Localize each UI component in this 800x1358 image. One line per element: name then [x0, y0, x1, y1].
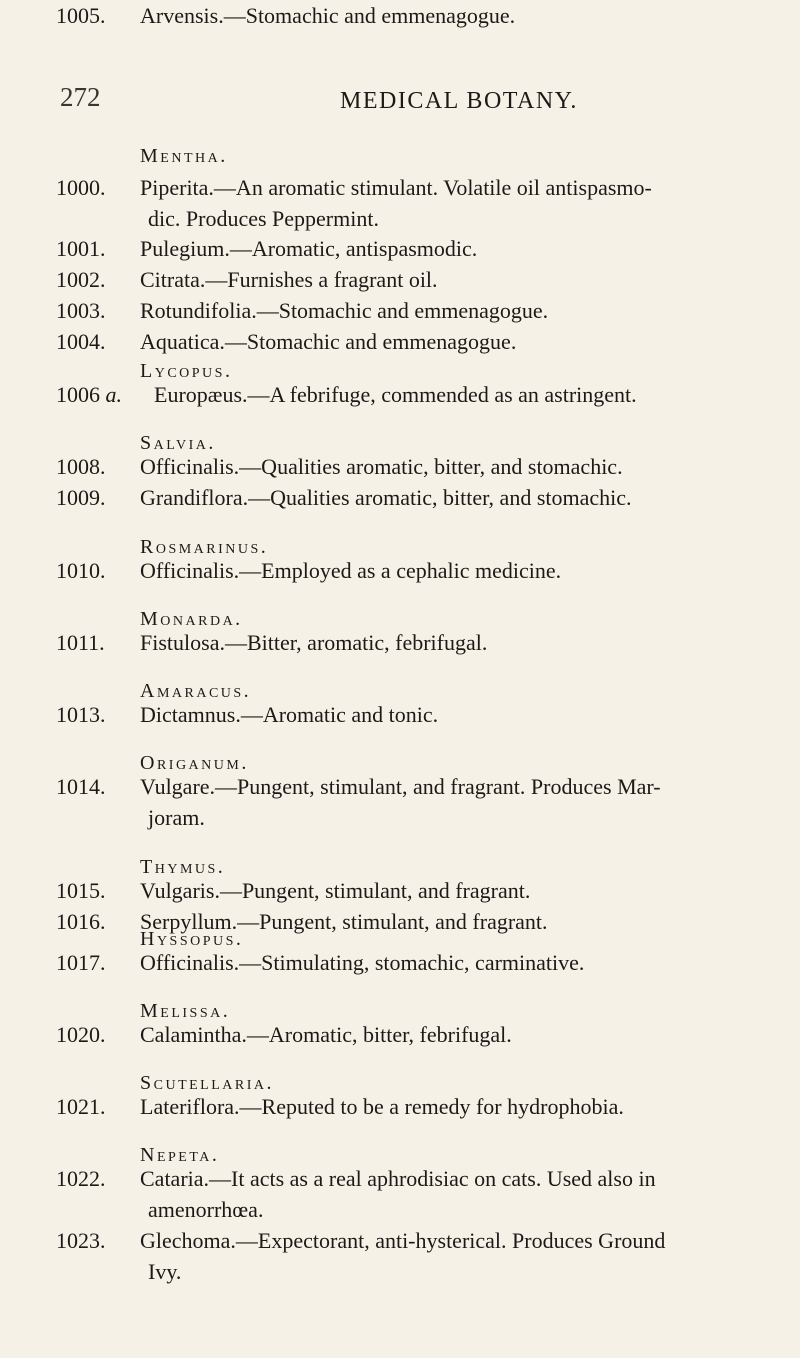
entry-text: Aquatica.—Stomachic and emmenagogue.	[140, 329, 517, 354]
entry-number-value: 1010.	[56, 558, 106, 583]
entry-number-value: 1000.	[56, 175, 106, 200]
genus-heading: Lycopus.	[140, 360, 233, 382]
entry-text: Vulgaris.—Pungent, stimulant, and fragrant.	[140, 878, 531, 903]
entry-number-value: 1013.	[56, 702, 106, 727]
entry-text: Vulgare.—Pungent, stimulant, and fragrant. Produces Mar-	[140, 774, 661, 799]
entry-number	[56, 1091, 106, 1122]
genus-heading: Melissa.	[140, 1000, 231, 1022]
entry-text: Fistulosa.—Bitter, aromatic, febrifugal.	[140, 630, 488, 655]
genus-heading: Scutellaria.	[140, 1072, 274, 1094]
entry-number	[56, 627, 105, 658]
entry-number	[56, 1225, 106, 1256]
entry-number-value: 1020.	[56, 1022, 106, 1047]
entry-number-value: 1016.	[56, 909, 106, 934]
entry-number	[56, 1019, 106, 1050]
genus-heading: Salvia.	[140, 432, 216, 454]
entry-number	[56, 482, 106, 513]
page-number: 272	[60, 82, 101, 112]
entry-number	[56, 295, 106, 326]
entry-number	[56, 172, 106, 203]
entry-number	[56, 326, 106, 357]
entry-number-value: 1023.	[56, 1228, 106, 1253]
entry-number	[56, 699, 106, 730]
entry-text: Piperita.—An aromatic stimulant. Volatile oil antispasmo-	[140, 175, 652, 200]
entry-text-continuation: dic. Produces Peppermint.	[148, 206, 379, 231]
entry-text: Officinalis.—Qualities aromatic, bitter, and stomachic.	[140, 454, 623, 479]
entry-number-value: 1005.	[56, 3, 106, 28]
running-head: MEDICAL BOTANY.	[340, 88, 578, 114]
entry-number	[56, 771, 106, 802]
genus-heading: Nepeta.	[140, 1144, 220, 1166]
entry-number-value: 1014.	[56, 774, 106, 799]
entry-text: Grandiflora.—Qualities aromatic, bitter, and stomachic.	[140, 485, 632, 510]
entry-text: Dictamnus.—Aromatic and tonic.	[140, 702, 439, 727]
entry-number-value: 1006	[56, 382, 100, 407]
entry-number	[56, 555, 106, 586]
entry-number	[56, 947, 106, 978]
genus-heading: Amaracus.	[140, 680, 252, 702]
entry-number-value: 1011.	[56, 630, 105, 655]
entry-text: Officinalis.—Stimulating, stomachic, carminative.	[140, 950, 585, 975]
entry-number-value: 1015.	[56, 878, 106, 903]
entry-number	[56, 233, 106, 264]
entry-number-value: 1003.	[56, 298, 106, 323]
entry-text: Cataria.—It acts as a real aphrodisiac on cats. Used also in	[140, 1166, 656, 1191]
entry-number-value: 1004.	[56, 329, 106, 354]
genus-heading: Rosmarinus.	[140, 536, 269, 558]
entry-text: Serpyllum.—Pungent, stimulant, and fragrant.	[140, 909, 548, 934]
entry-text: Pulegium.—Aromatic, antispasmodic.	[140, 236, 478, 261]
genus-heading: Origanum.	[140, 752, 249, 774]
entry-number	[56, 906, 106, 937]
entry-text: Arvensis.—Stomachic and emmenagogue.	[140, 3, 516, 28]
entry-text-continuation: amenorrhœa.	[148, 1197, 264, 1222]
entry-number-value: 1008.	[56, 454, 106, 479]
entry-text: Glechoma.—Expectorant, anti-hysterical. Produces Ground	[140, 1228, 666, 1253]
entry-number-value: 1021.	[56, 1094, 106, 1119]
entry-text: Europæus.—A febrifuge, commended as an astringent.	[154, 382, 637, 407]
entry-number-value: 1001.	[56, 236, 106, 261]
entry-text: Rotundifolia.—Stomachic and emmenagogue.	[140, 298, 549, 323]
genus-heading: Monarda.	[140, 608, 243, 630]
entry-number-suffix: a.	[105, 382, 122, 407]
entry-number-value: 1017.	[56, 950, 106, 975]
entry-number-value: 1022.	[56, 1166, 106, 1191]
entry-text-continuation: joram.	[148, 805, 205, 830]
entry-number	[56, 451, 106, 482]
entry-number	[56, 0, 106, 31]
entry-number	[56, 1163, 106, 1194]
entry-text: Officinalis.—Employed as a cephalic medicine.	[140, 558, 562, 583]
entry-number-value: 1002.	[56, 267, 106, 292]
entry-text: Citrata.—Furnishes a fragrant oil.	[140, 267, 438, 292]
genus-heading: Hyssopus.	[140, 928, 244, 950]
entry-text: Lateriflora.—Reputed to be a remedy for hydrophobia.	[140, 1094, 624, 1119]
entry-number	[56, 379, 122, 410]
entry-number-value: 1009.	[56, 485, 106, 510]
entry-text-continuation: Ivy.	[148, 1259, 182, 1284]
entry-number	[56, 875, 106, 906]
genus-heading: Mentha.	[140, 145, 228, 167]
entry-text: Calamintha.—Aromatic, bitter, febrifugal.	[140, 1022, 512, 1047]
genus-heading: Thymus.	[140, 856, 226, 878]
entry-number	[56, 264, 106, 295]
